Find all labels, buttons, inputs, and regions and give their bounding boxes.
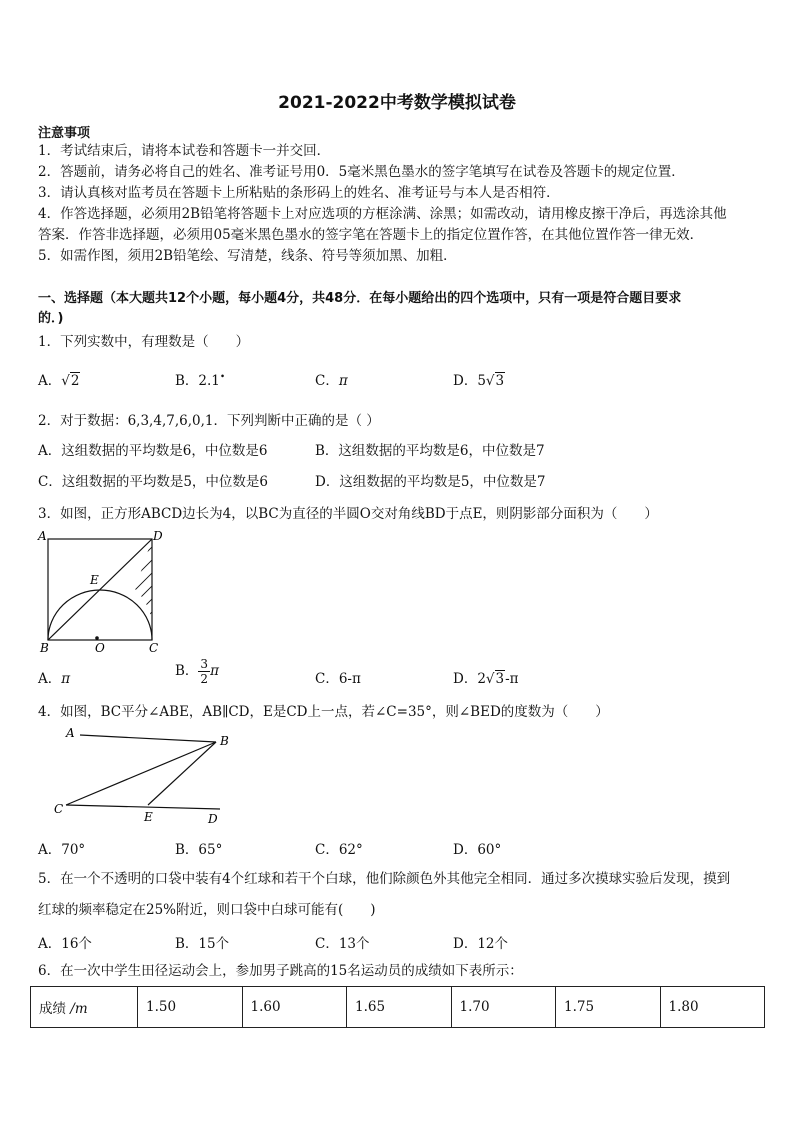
table-header-cell: 成绩 /m [31,987,138,1028]
q1-option-b: B．2.1• [175,372,226,389]
question-6-stem: 6．在一次中学生田径运动会上，参加男子跳高的15名运动员的成绩如下表所示： [38,963,523,979]
q3-option-c: C．6-π [315,671,361,687]
q2-option-c: C．这组数据的平均数是5，中位数是6 [38,474,269,490]
section-heading-cont: 的．) [38,311,64,326]
q2-option-b: B．这组数据的平均数是6，中位数是7 [315,443,545,459]
line-bc [66,742,216,805]
notice-item: 答案．作答非选择题，必须用05毫米黑色墨水的签字笔在答题卡上的指定位置作答，在其他位置作答一律无效． [38,227,704,243]
line-cd [66,805,220,809]
question-4-stem: 4．如图，BC平分∠ABE，AB∥CD，E是CD上一点，若∠C=35°，则∠BED的度数为（ ） [38,704,609,720]
q4-option-d: D．60° [453,842,502,858]
q1-option-a: A．√2 [38,373,80,389]
question-2-stem: 2．对于数据：6,3,4,7,6,0,1．下列判断中正确的是（ ） [38,413,380,429]
q5-option-b: B．15个 [175,936,230,952]
notice-heading: 注意事项 [38,126,91,141]
notice-item: 2．答题前，请务必将自己的姓名、准考证号用0．5毫米黑色墨水的签字笔填写在试卷及答题卡的规定位置． [38,164,685,180]
q4-option-c: C．62° [315,842,363,858]
q3-figure [36,528,166,654]
table-cell: 1.70 [451,987,556,1028]
table-cell: 1.60 [242,987,347,1028]
q2-option-a: A．这组数据的平均数是6，中位数是6 [38,443,268,459]
label-c: C [149,641,159,654]
q1-option-c: C．π [315,373,348,389]
center-o [95,636,99,640]
table-cell: 1.65 [347,987,452,1028]
label-a: A [38,529,47,543]
page-title: 2021-2022中考数学模拟试卷 [278,93,516,113]
q1-option-d: D．5√3 [453,373,505,389]
notice-item: 4．作答选择题，必须用2B铅笔将答题卡上对应选项的方框涂满、涂黑；如需改动，请用橡皮擦干净后，再选涂其他 [38,206,727,222]
q5-option-a: A．16个 [38,936,92,952]
q4-figure [50,725,240,827]
q3-option-a: A．π [38,671,71,687]
q4-option-a: A．70° [38,842,86,858]
table-row [31,987,765,1028]
label-b: B [220,734,229,748]
question-3-stem: 3．如图，正方形ABCD边长为4，以BC为直径的半圆O交对角线BD于点E，则阴影部分面积为（ ） [38,506,658,522]
line-be [148,742,216,805]
question-5-stem: 5．在一个不透明的口袋中装有4个红球和若干个白球，他们除颜色外其他完全相同．通过多次摸球实验后发现，摸到 [38,871,731,887]
question-1-stem: 1．下列实数中，有理数是（ ） [38,334,250,350]
label-c: C [54,802,64,816]
q2-option-d: D．这组数据的平均数是5，中位数是7 [315,474,546,490]
sqrt-radicand: 2 [70,373,80,389]
table-cell: 1.80 [660,987,765,1028]
q3-option-d: D．2√3-π [453,671,519,687]
line-ab [80,735,216,742]
q4-option-b: B．65° [175,842,223,858]
table-cell: 1.75 [556,987,661,1028]
label-e: E [90,573,99,587]
shaded-region [116,528,166,648]
section-heading: 一、选择题（本大题共12个小题，每小题4分，共48分．在每小题给出的四个选项中，只有一项是符合题目要求 [38,291,682,306]
label-b: B [40,641,49,654]
q5-option-d: D．12个 [453,936,509,952]
label-e: E [144,810,153,824]
label-d: D [208,812,218,826]
q5-option-c: C．13个 [315,936,370,952]
label-a: A [66,726,75,740]
notice-item: 5．如需作图，须用2B铅笔绘、写清楚，线条、符号等须加黑、加粗． [38,248,457,264]
semicircle [48,590,152,640]
q3-option-b: B． $\frac{3}{2}$ π [175,657,219,686]
question-5-stem-cont: 红球的频率稳定在25%附近，则口袋中白球可能有( ) [38,902,376,918]
label-d: D [153,529,163,543]
results-table [30,986,765,1028]
notice-item: 3．请认真核对监考员在答题卡上所粘贴的条形码上的姓名、准考证号与本人是否相符． [38,185,560,201]
table-cell: 1.50 [138,987,243,1028]
label-o: O [95,641,105,654]
notice-item: 1．考试结束后，请将本试卷和答题卡一并交回． [38,143,331,159]
